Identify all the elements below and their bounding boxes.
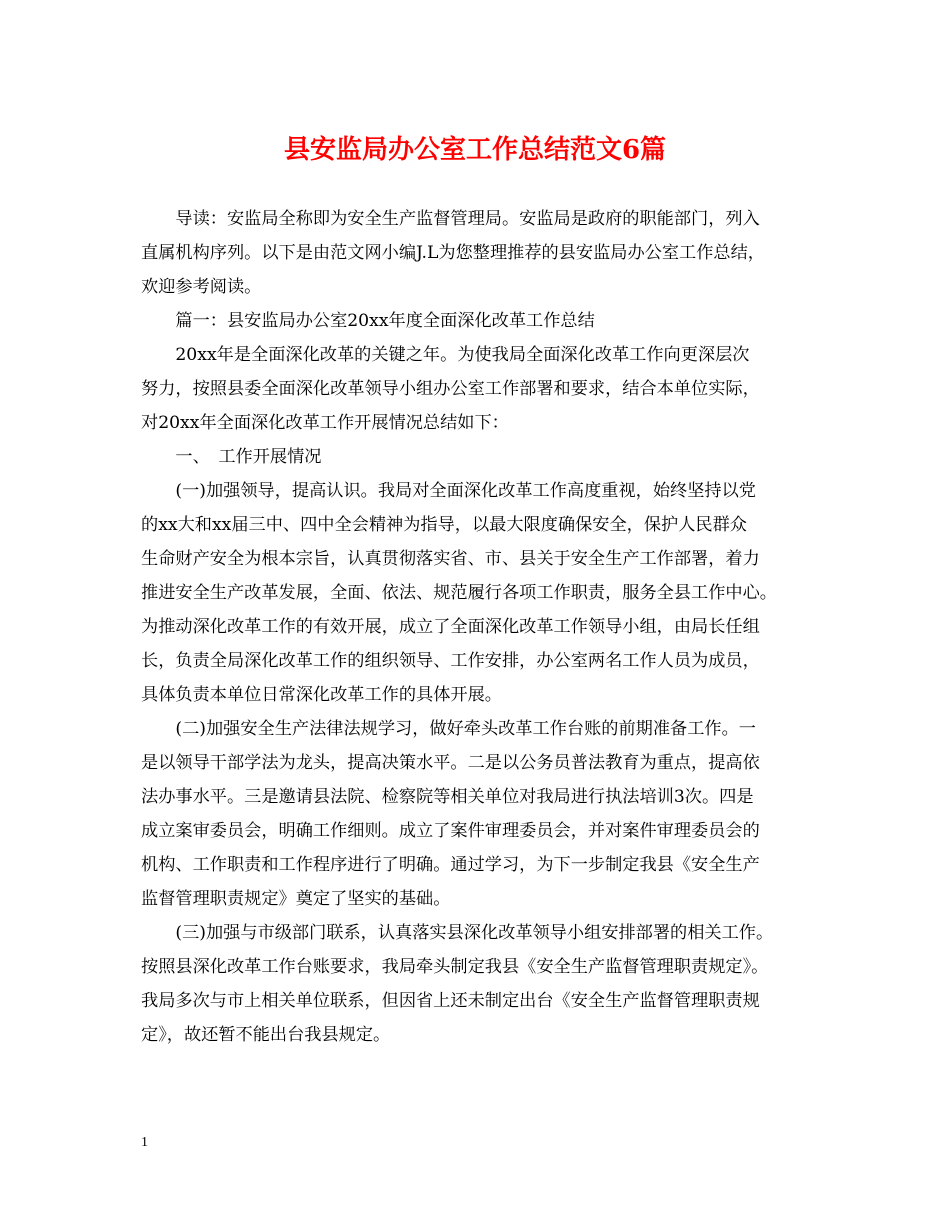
document-body (141, 202, 817, 1052)
paragraph-line: 法办事水平。三是邀请县法院、检察院等相关单位对我局进行执法培训3次。四是 (141, 787, 754, 807)
paragraph-line: 努力，按照县委全面深化改革领导小组办公室工作部署和要求，结合本单位实际， (141, 379, 760, 399)
paragraph-line: 生命财产安全为根本宗旨，认真贯彻落实省、市、县关于安全生产工作部署，着力 (141, 549, 760, 569)
paragraph-line: 具体负责本单位日常深化改革工作的具体开展。 (141, 685, 502, 705)
paragraph-line: 20xx年是全面深化改革的关键之年。为使我局全面深化改革工作向更深层次 (141, 345, 750, 365)
paragraph-line: 按照县深化改革工作台账要求，我局牵头制定我县《安全生产监督管理职责规定》。 (141, 957, 769, 977)
document-title: 县安监局办公室工作总结范文6篇 (283, 135, 667, 165)
paragraph-line: 机构、工作职责和工作程序进行了明确。通过学习，为下一步制定我县《安全生产 (141, 855, 760, 875)
paragraph-line: 成立案审委员会，明确工作细则。成立了案件审理委员会，并对案件审理委员会的 (141, 821, 760, 841)
section-heading: 一、 工作开展情况 (141, 447, 322, 467)
paragraph-line: 篇一：县安监局办公室20xx年度全面深化改革工作总结 (141, 311, 595, 331)
paragraph-line: 为推动深化改革工作的有效开展，成立了全面深化改革工作领导小组，由局长任组 (141, 617, 760, 637)
paragraph-line: 对20xx年全面深化改革工作开展情况总结如下： (141, 413, 509, 433)
paragraph-line: 是以领导干部学法为龙头，提高决策水平。二是以公务员普法教育为重点，提高依 (141, 753, 760, 773)
paragraph-line: (一)加强领导，提高认识。我局对全面深化改革工作高度重视，始终坚持以党 (141, 481, 756, 501)
paragraph-line: (三)加强与市级部门联系，认真落实县深化改革领导小组安排部署的相关工作。 (141, 923, 774, 943)
paragraph-line: 我局多次与市上相关单位联系，但因省上还未制定出台《安全生产监督管理职责规 (141, 991, 760, 1011)
paragraph-line: (二)加强安全生产法律法规学习，做好牵头改革工作台账的前期准备工作。一 (141, 719, 756, 739)
paragraph-line: 的xx大和xx届三中、四中全会精神为指导，以最大限度确保安全，保护人民群众 (141, 515, 747, 535)
paragraph-line: 导读：安监局全称即为安全生产监督管理局。安监局是政府的职能部门，列入 (141, 209, 760, 229)
paragraph-line: 长，负责全局深化改革工作的组织领导、工作安排，办公室两名工作人员为成员， (141, 651, 760, 671)
paragraph-line: 监督管理职责规定》奠定了坚实的基础。 (141, 889, 451, 909)
paragraph-line: 推进安全生产改革发展，全面、依法、规范履行各项工作职责，服务全县工作中心。 (141, 583, 777, 603)
paragraph-line: 定》，故还暂不能出台我县规定。 (141, 1025, 391, 1045)
paragraph-line: 欢迎参考阅读。 (141, 277, 262, 297)
paragraph-line: 直属机构序列。以下是由范文网小编J.L为您整理推荐的县安监局办公室工作总结， (141, 243, 765, 263)
page-number: 1 (141, 1135, 148, 1150)
